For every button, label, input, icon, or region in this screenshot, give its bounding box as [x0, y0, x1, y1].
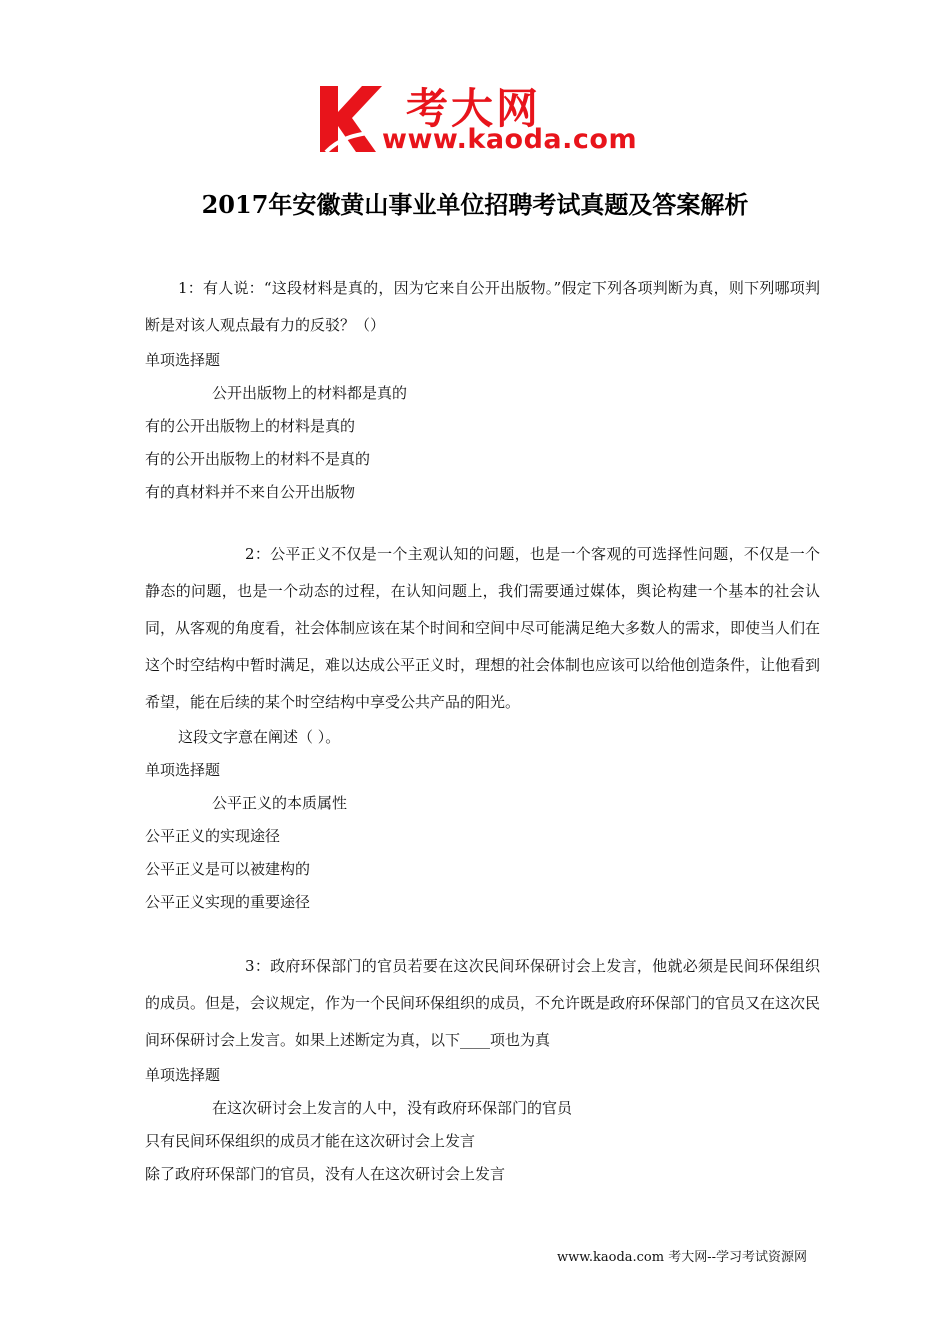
question-type: 单项选择题 [145, 351, 221, 369]
logo-chinese-name: 考大网 [406, 84, 542, 133]
question-3 [145, 948, 820, 1191]
option-a: 公开出版物上的材料都是真的 [212, 384, 408, 402]
document-title: 2017年安徽黄山事业单位招聘考试真题及答案解析 [201, 190, 749, 219]
question-type: 单项选择题 [145, 761, 221, 779]
question-2 [145, 536, 820, 919]
option-c: 公平正义是可以被建构的 [145, 860, 311, 878]
kaoda-logo [318, 82, 638, 160]
logo-url: www.kaoda.com [382, 124, 638, 155]
option-c: 除了政府环保部门的官员，没有人在这次研讨会上发言 [145, 1165, 506, 1183]
option-a: 公平正义的本质属性 [212, 794, 348, 812]
question-type: 单项选择题 [145, 1066, 221, 1084]
option-b: 只有民间环保组织的成员才能在这次研讨会上发言 [145, 1132, 476, 1150]
page-footer: www.kaoda.com 考大网--学习考试资源网 [557, 1250, 807, 1265]
option-a: 在这次研讨会上发言的人中，没有政府环保部门的官员 [212, 1099, 573, 1117]
option-b: 有的公开出版物上的材料是真的 [145, 417, 356, 435]
kaoda-k-icon [318, 82, 384, 154]
option-d: 公平正义实现的重要途径 [145, 893, 311, 911]
option-c: 有的公开出版物上的材料不是真的 [145, 450, 371, 468]
question-1 [145, 270, 820, 509]
option-d: 有的真材料并不来自公开出版物 [145, 483, 356, 501]
question-stem: 3：政府环保部门的官员若要在这次民间环保研讨会上发言，他就必须是民间环保组织的成员。但是，会议规定，作为一个民间环保组织的成员，不允许既是政府环保部门的官员又在这次民间环保研讨会上发言。如果上述断定为真，以下____项也为真 [145, 957, 821, 1049]
question-stem: 1：有人说：“这段材料是真的，因为它来自公开出版物。”假定下列各项判断为真，则下列哪项判断是对该人观点最有力的反驳？（） [145, 279, 820, 334]
document-body [145, 270, 820, 1191]
option-b: 公平正义的实现途径 [145, 827, 281, 845]
question-prompt: 这段文字意在阐述（ ）。 [178, 728, 341, 746]
question-stem: 2：公平正义不仅是一个主观认知的问题，也是一个客观的可选择性问题，不仅是一个静态的问题，也是一个动态的过程，在认知问题上，我们需要通过媒体，舆论构建一个基本的社会认同，从客观的角度看，社会体制应该在某个时间和空间中尽可能满足绝大多数人的需求，即使当人们在这个时空结构中暂时满足，难以达成公平正义时，理想的社会体制也应该可以给他创造条件，让他看到希望，能在后续的某个时空结构中享受公共产品的阳光。 [145, 545, 821, 711]
